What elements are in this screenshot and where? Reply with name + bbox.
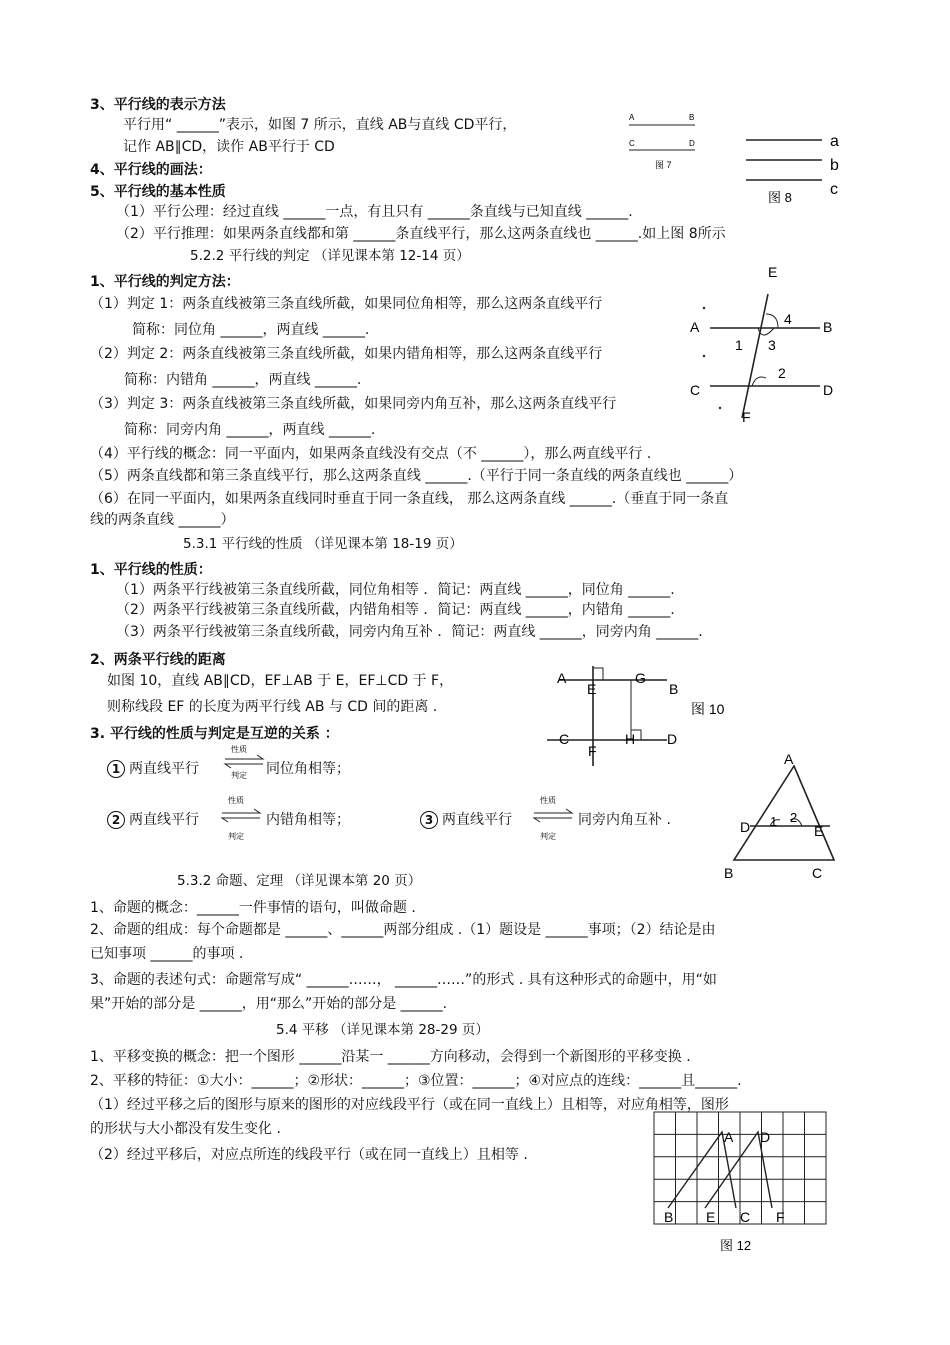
relation-2-top-label: 性质: [228, 796, 244, 805]
fig7-label-a: A: [629, 113, 635, 122]
translation-line-2: 2、平移的特征：①大小：______；②形状：______；③位置：______；④对应点的连线：______且______.: [90, 1073, 742, 1089]
fig10-label-c: C: [559, 731, 570, 747]
relation-2-left: 两直线平行: [129, 812, 199, 828]
fig9-angle-4: 4: [784, 311, 792, 327]
fig9-label-f: F: [742, 409, 751, 425]
judge-1-short: 简称：同位角 ______，两直线 ______.: [132, 322, 370, 338]
proposition-line-1: 1、命题的概念：______一件事情的语句，叫做命题 .: [90, 900, 416, 916]
circled-number-2: 2: [107, 811, 125, 829]
fig10-label-h: H: [625, 731, 636, 747]
relation-row-1: [107, 760, 199, 778]
fig11-label-e: E: [814, 823, 824, 839]
relation-2-bottom-label: 判定: [228, 832, 244, 841]
fig9-angle-1: 1: [735, 337, 743, 353]
fig9-label-d: D: [823, 382, 834, 398]
figure-8: [740, 128, 850, 208]
fig11-angle-2: 2: [790, 810, 798, 825]
fig10-caption: 图 10: [691, 701, 725, 717]
section-5-title: 5、平行线的基本性质: [90, 184, 226, 200]
judge-5: （5）两条直线都和第三条直线平行，那么这两条直线 ______.（平行于同一条直线的两条直线也 ______）: [90, 468, 743, 484]
property-1: （1）两条平行线被第三条直线所截，同位角相等 ．简记：两直线 ______，同位角 ______.: [116, 582, 675, 598]
section-54-title: 5.4 平移 （详见课本第 28-29 页）: [276, 1022, 489, 1038]
relation-title: 3. 平行线的性质与判定是互逆的关系 ：: [90, 726, 339, 742]
fig12-label-f: F: [776, 1209, 785, 1225]
fig10-label-a: A: [557, 670, 567, 686]
judge-3-short: 简称：同旁内角 ______，两直线 ______.: [124, 422, 376, 438]
judge-title: 1、平行线的判定方法：: [90, 274, 240, 290]
translation-line-1: 1、平移变换的概念：把一个图形 ______沿某一 ______方向移动，会得到一个新图形的平移变换 .: [90, 1049, 691, 1065]
section-522-title: 5.2.2 平行线的判定 （详见课本第 12-14 页）: [190, 248, 470, 264]
judge-2-short: 简称：内错角 ______，两直线 ______.: [124, 372, 362, 388]
fig10-label-b: B: [669, 681, 679, 697]
distance-title: 2、两条平行线的距离: [90, 652, 226, 668]
judge-1: （1）判定 1：两条直线被第三条直线所截，如果同位角相等，那么这两条直线平行: [90, 296, 603, 312]
fig11-label-c: C: [812, 865, 823, 881]
property-3: （3）两条平行线被第三条直线所截，同旁内角互补 ．简记：两直线 ______，同旁内角 ______.: [116, 624, 703, 640]
section-5-item-2: （2）平行推理：如果两条直线都和第 ______条直线平行，那么这两条直线也 ______.如上图 8所示: [116, 226, 726, 242]
fig8-caption: 图 8: [768, 190, 792, 205]
relation-1-arrows-icon: [221, 742, 267, 782]
section-3-line-2: 记作 AB∥CD，读作 AB平行于 CD: [123, 139, 335, 155]
fig8-label-b: b: [830, 157, 839, 174]
fig12-label-b: B: [664, 1209, 674, 1225]
translation-line-3: （1）经过平移之后的图形与原来的图形的对应线段平行（或在同一直线上）且相等，对应角相等，图形: [90, 1097, 729, 1113]
fig7-caption: 图 7: [655, 160, 672, 170]
relation-3-top-label: 性质: [540, 796, 556, 805]
fig7-label-d: D: [689, 139, 695, 148]
judge-6: （6）在同一平面内，如果两条直线同时垂直于同一条直线， 那么这两条直线 ______.（垂直于同一条直: [90, 491, 729, 507]
relation-3-right: 同旁内角互补 .: [578, 812, 671, 828]
section-4-title: 4、平行线的画法：: [90, 162, 212, 178]
fig12-label-e: E: [706, 1209, 716, 1225]
fig10-label-f: F: [588, 743, 597, 759]
fig11-label-b: B: [724, 865, 734, 881]
judge-3: （3）判定 3：两条直线被第三条直线所截，如果同旁内角互补，那么这两条直线平行: [90, 396, 617, 412]
relation-row-2: [107, 811, 199, 829]
distance-line-1: 如图 10，直线 AB∥CD，EF⊥AB 于 E，EF⊥CD 于 F，: [107, 673, 454, 689]
judge-2: （2）判定 2：两条直线被第三条直线所截，如果内错角相等，那么这两条直线平行: [90, 346, 603, 362]
distance-line-2: 则称线段 EF 的长度为两平行线 AB 与 CD 间的距离 .: [107, 699, 438, 715]
fig9-label-c: C: [690, 382, 701, 398]
fig9-angle-3: 3: [768, 337, 776, 353]
figure-transversal: [680, 262, 850, 432]
section-531-title: 5.3.1 平行线的性质 （详见课本第 18-19 页）: [183, 536, 463, 552]
proposition-line-3: 已知事项 ______的事项 .: [90, 946, 244, 962]
judge-4: （4）平行线的概念：同一平面内，如果两条直线没有交点（不 ______），那么两直线平行 .: [90, 446, 652, 462]
fig10-label-g: G: [635, 670, 646, 686]
figure-10: [545, 658, 745, 768]
fig10-label-d: D: [667, 731, 678, 747]
fig11-angle-1: 1: [770, 814, 778, 829]
property-2: （2）两条平行线被第三条直线所截，内错角相等 ．简记：两直线 ______，内错角 ______.: [116, 602, 675, 618]
circled-number-3: 3: [420, 811, 438, 829]
fig11-label-d: D: [740, 819, 751, 835]
relation-row-3: [420, 811, 512, 829]
section-3-title: 3、平行线的表示方法: [90, 97, 226, 113]
fig9-angle-2: 2: [778, 365, 786, 381]
relation-2-arrows-icon: [218, 793, 264, 843]
proposition-line-5: 果”开始的部分是 ______，用“那么”开始的部分是 ______.: [90, 996, 448, 1012]
relation-3-arrows-icon: [530, 793, 576, 843]
fig12-caption: 图 12: [720, 1238, 752, 1253]
circled-number-1: 1: [107, 760, 125, 778]
relation-1-bottom-label: 判定: [231, 771, 247, 780]
translation-line-4: 的形状与大小都没有发生变化 .: [90, 1121, 281, 1137]
fig9-label-a: A: [690, 319, 700, 335]
relation-3-bottom-label: 判定: [540, 832, 556, 841]
fig9-label-b: B: [823, 319, 833, 335]
proposition-line-2: 2、命题的组成：每个命题都是 ______、______两部分组成 .（1）题设是 ______事项；（2）结论是由: [90, 922, 716, 938]
figure-7: [625, 110, 705, 172]
fig12-label-a: A: [724, 1129, 734, 1145]
translation-line-5: （2）经过平移后，对应点所连的线段平行（或在同一直线上）且相等 .: [90, 1147, 528, 1163]
fig12-label-d: D: [760, 1129, 771, 1145]
fig10-label-e: E: [587, 681, 597, 697]
fig7-label-c: C: [629, 139, 635, 148]
fig7-label-b: B: [689, 113, 695, 122]
fig9-label-e: E: [768, 264, 778, 280]
proposition-line-4: 3、命题的表述句式：命题常写成“ ______……， ______……”的形式 . 具有这种形式的命题中，用“如: [90, 972, 717, 988]
figure-triangle: [720, 748, 850, 884]
fig11-label-a: A: [784, 751, 794, 767]
relation-1-top-label: 性质: [231, 745, 247, 754]
relation-3-left: 两直线平行: [442, 812, 512, 828]
relation-2-right: 内错角相等；: [266, 812, 350, 828]
fig8-label-a: a: [830, 133, 839, 150]
fig12-label-c: C: [740, 1209, 751, 1225]
property-title: 1、平行线的性质：: [90, 562, 212, 578]
section-532-title: 5.3.2 命题、定理 （详见课本第 20 页）: [177, 873, 422, 889]
section-3-line-1: 平行用“ ______”表示，如图 7 所示，直线 AB与直线 CD平行，: [123, 117, 517, 133]
judge-6-cont: 线的两条直线 ______）: [90, 512, 235, 528]
relation-1-right: 同位角相等；: [266, 761, 350, 777]
figure-12: [650, 1108, 830, 1258]
fig8-label-c: c: [830, 181, 838, 198]
section-5-item-1: （1）平行公理：经过直线 ______一点，有且只有 ______条直线与已知直线 ______.: [116, 204, 633, 220]
relation-1-left: 两直线平行: [129, 761, 199, 777]
